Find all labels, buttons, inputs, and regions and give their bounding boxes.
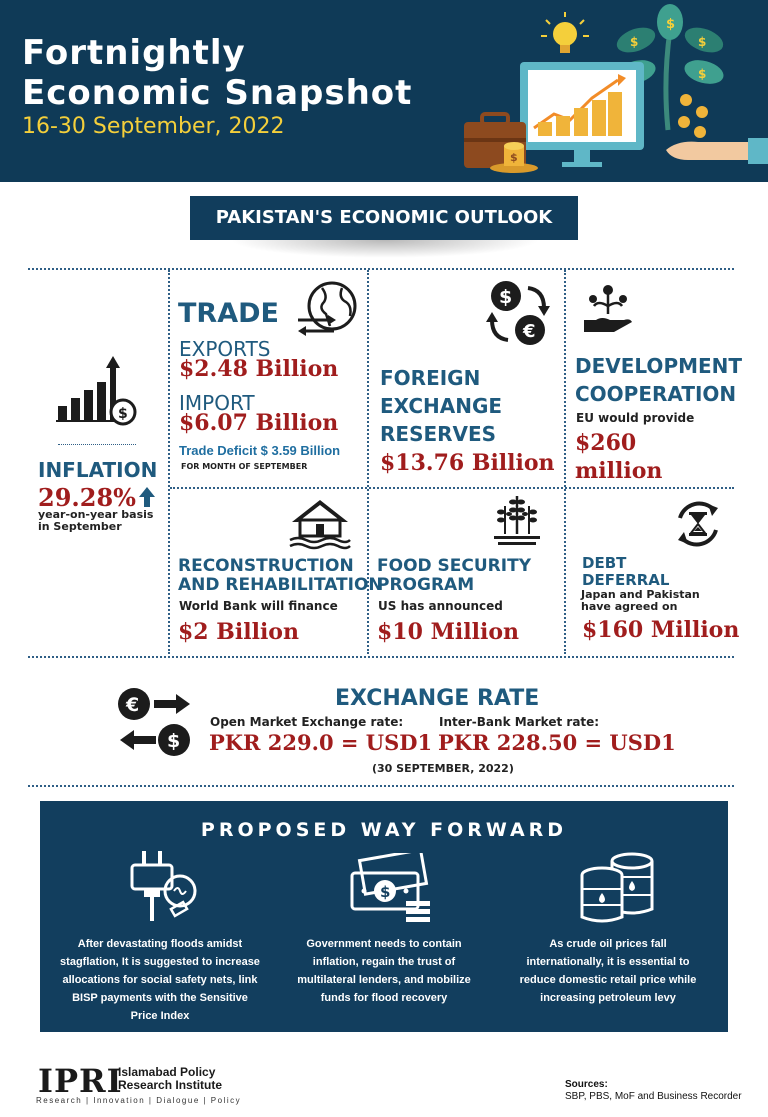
development-note: EU would provide <box>576 411 695 425</box>
food-security-note: US has announced <box>378 599 503 613</box>
debt-note-line-1: Japan and Pakistan <box>581 588 700 601</box>
inflation-label: INFLATION <box>38 458 158 482</box>
svg-text:$: $ <box>118 406 128 422</box>
open-market-label: Open Market Exchange rate: <box>210 715 404 729</box>
divider-col-1 <box>168 270 170 654</box>
sources-label: Sources: <box>565 1079 608 1090</box>
divider-middle <box>170 487 734 489</box>
item-3-line-4: increasing petroleum levy <box>540 992 676 1004</box>
divider-exchange <box>28 785 734 787</box>
forex-label-line-1: FOREIGN <box>380 366 481 390</box>
forex-label <box>380 364 502 448</box>
divider-col-2 <box>367 270 369 654</box>
exports-label: EXPORTS <box>179 337 271 361</box>
ipri-logo: IPRI <box>38 1062 123 1100</box>
debt-label-line-2: DEFERRAL <box>582 571 670 589</box>
reconstruction-note: World Bank will finance <box>179 599 338 613</box>
svg-text:€: € <box>523 321 536 342</box>
finance-illustration <box>458 0 768 182</box>
debt-note <box>581 589 700 613</box>
item-2-line-3: multilateral lenders, and mobilize <box>297 974 471 986</box>
interbank-label: Inter-Bank Market rate: <box>439 715 600 729</box>
svg-text:$: $ <box>499 286 513 308</box>
arrow-up-icon <box>138 486 156 508</box>
interbank-value: PKR 228.50 = USD1 <box>438 730 676 755</box>
way-forward-panel <box>40 801 728 1032</box>
inflation-divider <box>58 444 136 445</box>
lightbulb-icon <box>541 12 589 53</box>
growth-bars-icon <box>54 354 140 430</box>
inflation-note-line-2: in September <box>38 520 122 533</box>
hand-plant-icon <box>582 280 634 336</box>
currency-exchange-arrows-icon <box>116 686 194 758</box>
item-1-line-3: allocations for social safety nets, link <box>62 974 258 986</box>
hand-coins-icon <box>666 94 768 164</box>
import-value: $6.07 Billion <box>179 410 339 436</box>
institute-name-line-1: Islamabad Policy <box>118 1065 216 1079</box>
currency-swap-icon <box>486 278 552 348</box>
way-forward-item-1 <box>60 935 260 1025</box>
header-banner <box>0 0 768 182</box>
inflation-note <box>38 509 153 533</box>
food-security-label-line-1: FOOD SECURITY <box>377 556 532 576</box>
plug-bulb-icon <box>116 849 204 929</box>
institute-tagline: Research | Innovation | Dialogue | Policy <box>36 1096 242 1105</box>
svg-text:$: $ <box>630 35 639 49</box>
outlook-banner: PAKISTAN'S ECONOMIC OUTLOOK <box>190 196 578 240</box>
svg-text:$: $ <box>380 883 391 901</box>
reconstruction-value: $2 Billion <box>178 619 299 645</box>
development-value-line-2: million <box>575 458 663 484</box>
title-line-1: Fortnightly <box>22 33 246 73</box>
development-value-line-1: $260 <box>575 430 637 456</box>
inflation-value: 29.28% <box>38 483 136 512</box>
institute-name <box>118 1066 222 1092</box>
debt-label-line-1: DEBT <box>582 554 627 572</box>
monitor-chart-icon <box>520 62 644 167</box>
svg-text:€: € <box>126 694 140 716</box>
divider-bottom <box>28 656 734 658</box>
page-title <box>22 33 412 113</box>
item-3-line-3: reduce domestic retail price while <box>519 974 697 986</box>
item-3-line-1: As crude oil prices fall <box>549 938 667 950</box>
divider-col-3 <box>564 270 566 654</box>
banner-shadow <box>230 240 540 258</box>
food-security-value: $10 Million <box>377 619 520 645</box>
food-security-label-line-2: PROGRAM <box>377 575 475 595</box>
debt-note-line-2: have agreed on <box>581 600 678 613</box>
forex-label-line-2: EXCHANGE <box>380 394 503 418</box>
report-date: 16-30 September, 2022 <box>22 114 285 139</box>
inflation-note-line-1: year-on-year basis <box>38 508 154 521</box>
institute-name-line-2: Research Institute <box>118 1078 223 1092</box>
reconstruction-label-line-2: AND REHABILITATION <box>178 575 383 595</box>
reconstruction-label <box>178 557 383 595</box>
open-market-value: PKR 229.0 = USD1 <box>209 730 433 755</box>
exchange-rate-date: (30 SEPTEMBER, 2022) <box>372 762 514 775</box>
oil-barrels-icon <box>576 851 660 925</box>
item-1-line-4: BISP payments with the Sensitive <box>72 992 248 1004</box>
flooded-house-icon <box>288 496 352 550</box>
forex-value: $13.76 Billion <box>380 450 555 476</box>
reconstruction-label-line-1: RECONSTRUCTION <box>178 556 354 576</box>
item-3-line-2: internationally, it is essential to <box>526 956 690 968</box>
item-1-line-1: After devastating floods amidst <box>77 938 243 950</box>
exports-value: $2.48 Billion <box>179 356 339 382</box>
divider-top <box>28 268 734 270</box>
svg-text:$: $ <box>698 35 707 49</box>
forex-label-line-3: RESERVES <box>380 422 497 446</box>
debt-label <box>582 555 669 589</box>
item-1-line-5: Price Index <box>130 1010 190 1022</box>
item-2-line-1: Government needs to contain <box>306 938 462 950</box>
debt-value: $160 Million <box>582 617 740 643</box>
wheat-icon <box>492 492 542 550</box>
hourglass-cycle-icon <box>672 498 724 550</box>
svg-text:$: $ <box>666 17 676 32</box>
development-label <box>575 352 742 408</box>
import-label: IMPORT <box>179 391 255 415</box>
item-2-line-2: inflation, regain the trust of <box>312 956 456 968</box>
way-forward-item-2 <box>284 935 484 1007</box>
development-label-line-2: COOPERATION <box>575 382 737 406</box>
way-forward-item-3 <box>508 935 708 1007</box>
globe-exchange-icon <box>294 278 364 340</box>
svg-text:$: $ <box>510 151 518 164</box>
item-1-line-2: stagflation, It is suggested to increase <box>60 956 260 968</box>
exchange-rate-title: EXCHANGE RATE <box>335 686 540 711</box>
sources-text: SBP, PBS, MoF and Business Recorder <box>565 1091 742 1102</box>
development-label-line-1: DEVELOPMENT <box>575 354 743 378</box>
trade-deficit: Trade Deficit $ 3.59 Billion <box>179 443 341 458</box>
cash-icon <box>344 853 436 923</box>
way-forward-title: PROPOSED WAY FORWARD <box>200 819 568 841</box>
svg-text:$: $ <box>698 67 707 81</box>
svg-text:$: $ <box>167 730 181 752</box>
item-2-line-4: funds for flood recovery <box>320 992 448 1004</box>
food-security-label <box>377 557 531 595</box>
title-line-2: Economic Snapshot <box>22 73 413 113</box>
trade-label: TRADE <box>178 298 279 329</box>
trade-period: FOR MONTH OF SEPTEMBER <box>181 462 308 471</box>
development-value <box>575 429 662 485</box>
